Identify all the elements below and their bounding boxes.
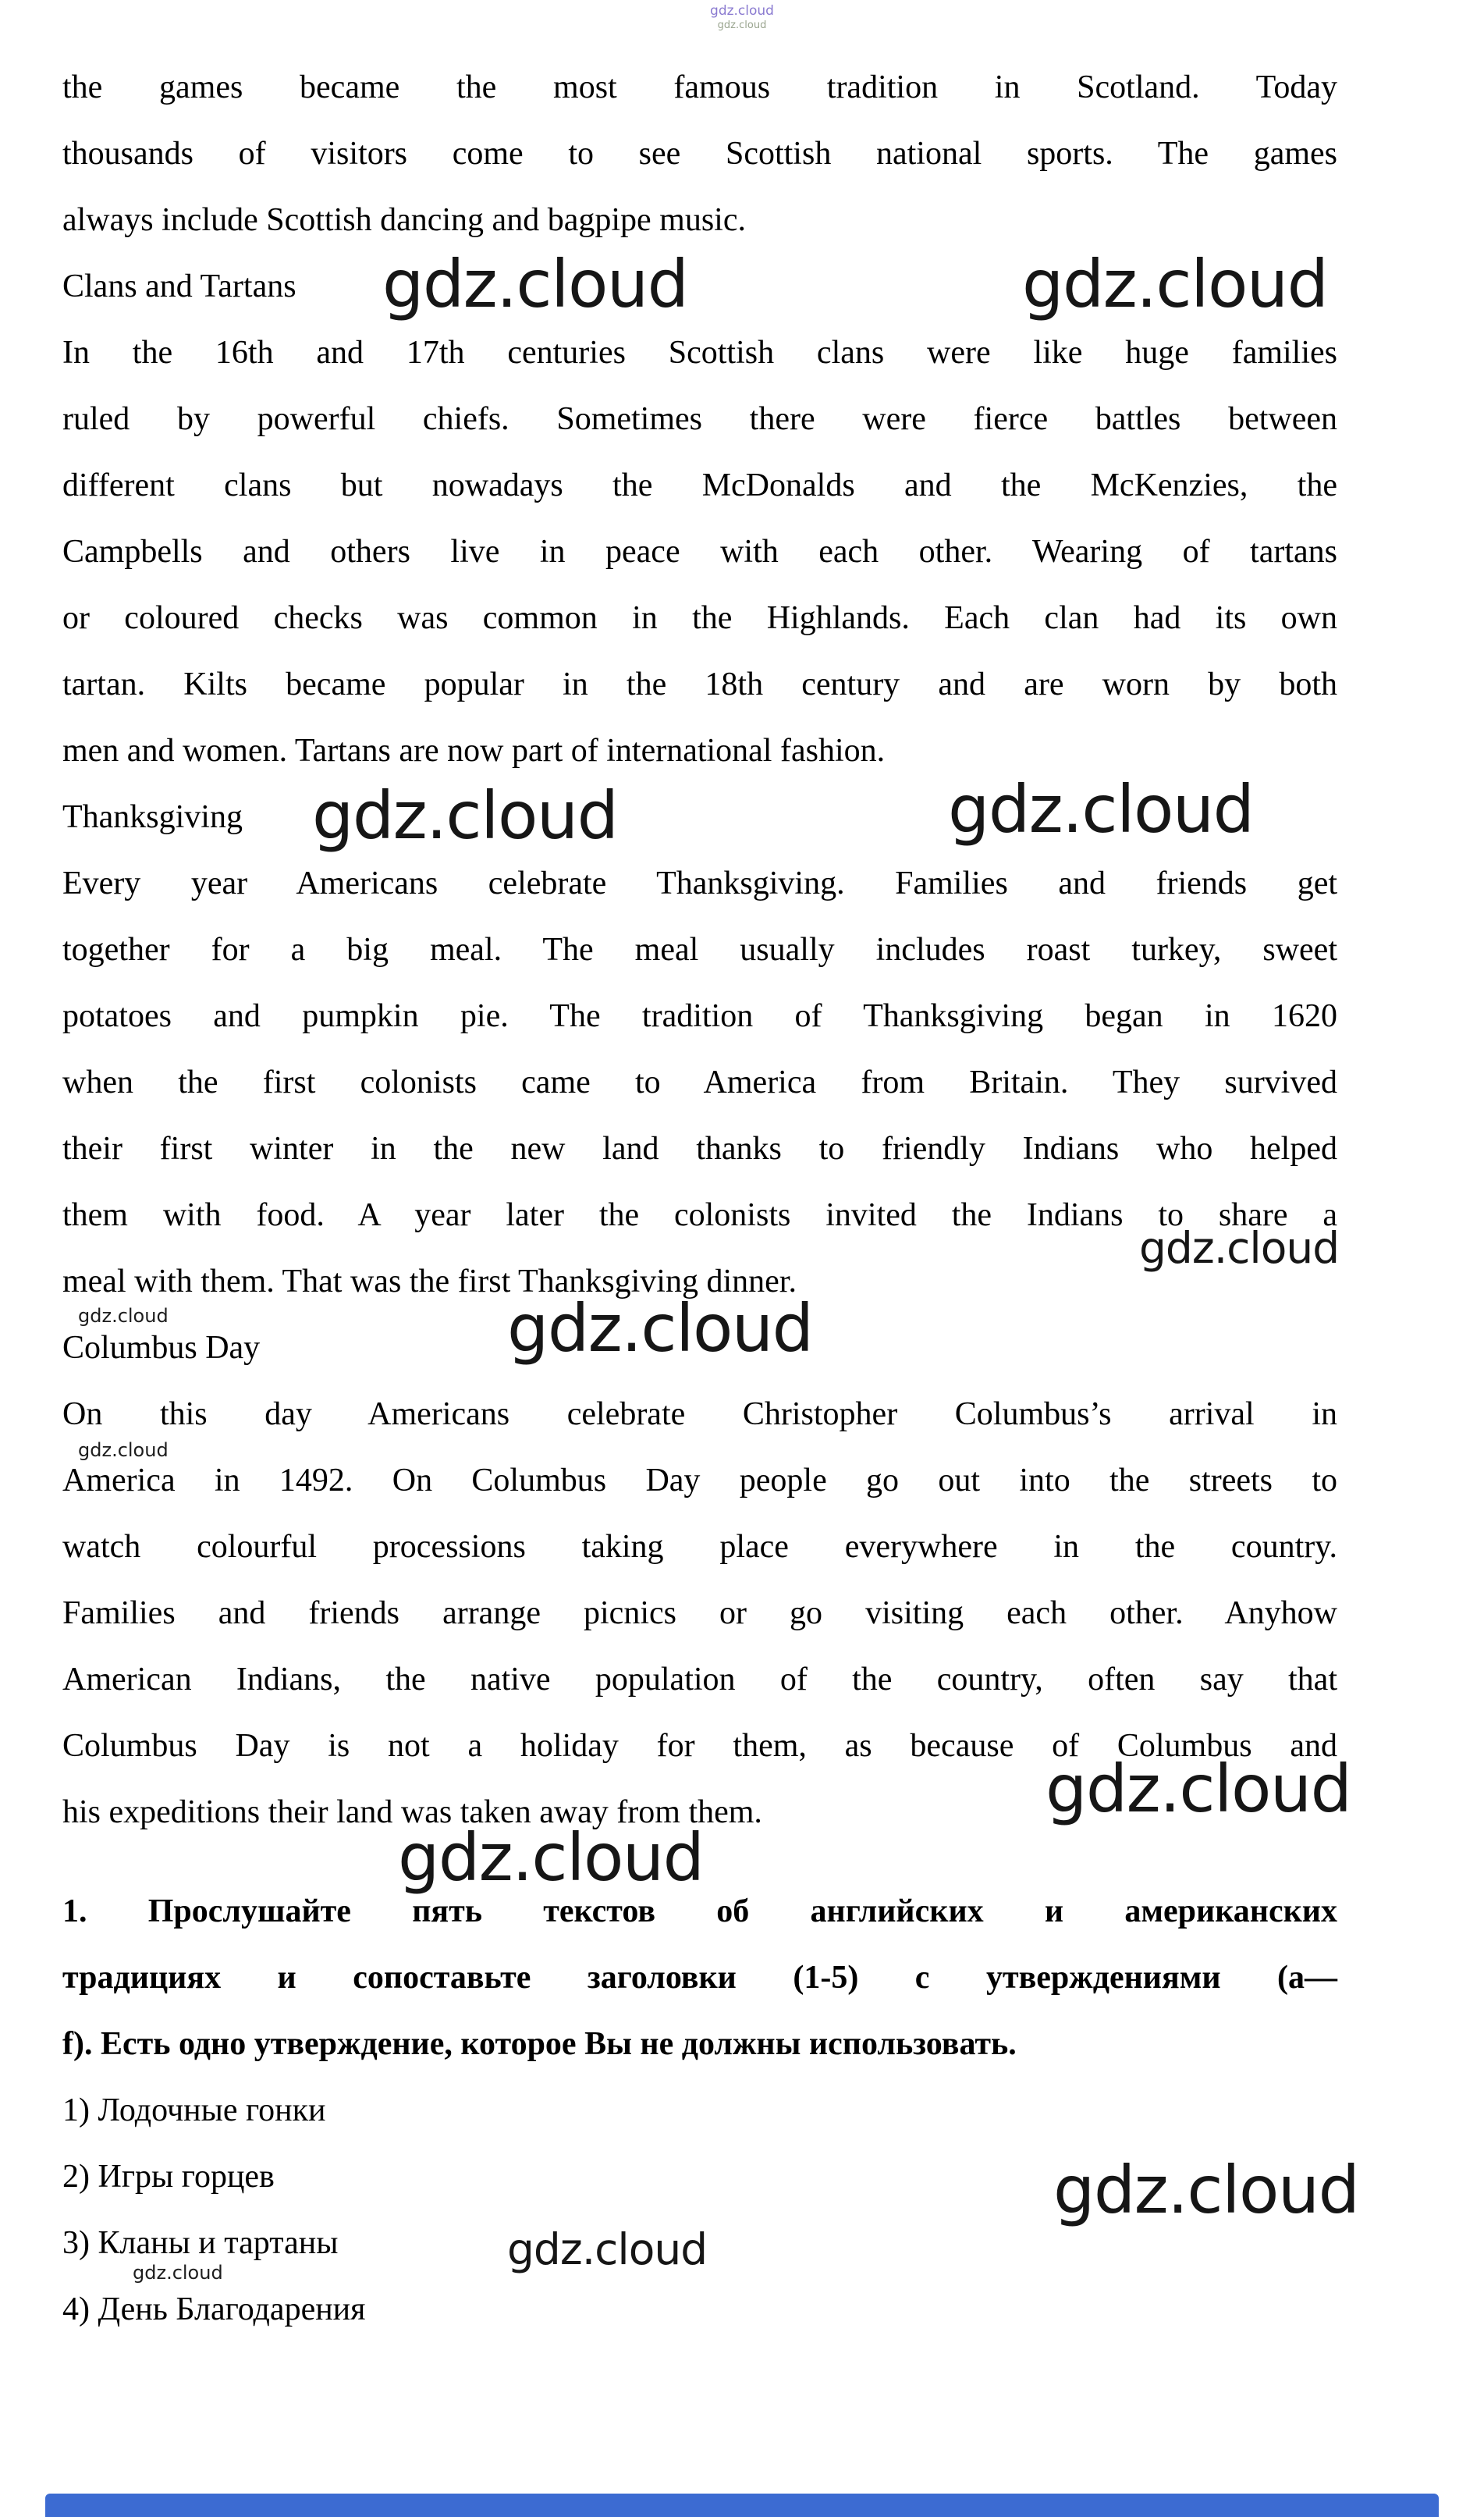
text-line: In the 16th and 17th centuries Scottish clans were like huge families (62, 335, 1337, 371)
text-line: Campbells and others live in peace with each other. Wearing of tartans (62, 534, 1337, 570)
paragraph-clans-and-tartans (62, 320, 1337, 784)
gdz-cloud-watermark-before-task: gdz.cloud (398, 1819, 704, 1896)
task-line: f). Есть одно утверждение, которое Вы не должны использовать. (62, 2026, 1017, 2062)
paragraph-highland-games (62, 55, 1337, 254)
list-item: 2) Игры горцев (62, 2159, 275, 2195)
gdz-cloud-watermark-small-columbus: gdz.cloud (78, 1305, 169, 1327)
text-line: or coloured checks was common in the Highlands. Each clan had its own (62, 600, 1337, 636)
gdz-cloud-watermark-small-america: gdz.cloud (78, 1439, 169, 1461)
gdz-cloud-watermark-thanks-right: gdz.cloud (948, 771, 1254, 848)
text-line: different clans but nowadays the McDonalds and the McKenzies, the (62, 467, 1337, 503)
gdz-cloud-watermark-top: gdz.cloud (710, 3, 774, 19)
heading-thanksgiving: Thanksgiving (62, 799, 243, 835)
text-line: men and women. Tartans are now part of international fashion. (62, 733, 886, 769)
text-line: potatoes and pumpkin pie. The tradition of Thanksgiving began in 1620 (62, 998, 1337, 1034)
gdz-cloud-watermark-expedition-right: gdz.cloud (1046, 1751, 1351, 1827)
text-line: together for a big meal. The meal usually includes roast turkey, sweet (62, 932, 1337, 968)
bottom-blue-bar (45, 2494, 1439, 2517)
headline-options-list (62, 2078, 1337, 2343)
list-item: 1) Лодочные гонки (62, 2092, 326, 2128)
gdz-cloud-watermark-share-right: gdz.cloud (1139, 1223, 1340, 1273)
text-line: ruled by powerful chiefs. Sometimes there were fierce battles between (62, 401, 1337, 437)
heading-clans-and-tartans: Clans and Tartans (62, 268, 296, 304)
text-line: Every year Americans celebrate Thanksgiving. Families and friends get (62, 866, 1337, 901)
list-item: 3) Кланы и тартаны (62, 2225, 339, 2261)
gdz-cloud-watermark-small-list: gdz.cloud (133, 2262, 223, 2284)
text-line: thousands of visitors come to see Scottish national sports. The games (62, 136, 1337, 172)
text-line: meal with them. That was the first Thanksgiving dinner. (62, 1264, 797, 1299)
list-item: 4) День Благодарения (62, 2291, 366, 2327)
text-line: them with food. A year later the colonists invited the Indians to share a (62, 1197, 1337, 1233)
text-line: when the first colonists came to America from Britain. They survived (62, 1065, 1337, 1100)
document-text (62, 55, 1340, 2343)
text-line: On this day Americans celebrate Christopher Columbus’s arrival in (62, 1396, 1337, 1432)
paragraph-columbus-day (62, 1381, 1337, 1846)
text-line: watch colourful processions taking place everywhere in the country. (62, 1529, 1337, 1565)
text-line: American Indians, the native population of the country, often say that (62, 1662, 1337, 1698)
text-line: Families and friends arrange picnics or go visiting each other. Anyhow (62, 1595, 1337, 1631)
text-line: Columbus Day is not a holiday for them, as because of Columbus and (62, 1728, 1337, 1764)
gdz-cloud-watermark-list-right: gdz.cloud (1053, 2152, 1359, 2228)
gdz-cloud-watermark-columbus-center: gdz.cloud (507, 1290, 813, 1367)
text-line: their first winter in the new land thanks to friendly Indians who helped (62, 1131, 1337, 1167)
gdz-cloud-watermark-clans-right: gdz.cloud (1022, 246, 1328, 322)
heading-columbus-day: Columbus Day (62, 1330, 261, 1366)
text-line: his expeditions their land was taken away from them. (62, 1794, 762, 1830)
text-line: the games became the most famous tradition in Scotland. Today (62, 69, 1337, 105)
text-line: America in 1492. On Columbus Day people go out into the streets to (62, 1463, 1337, 1498)
task-line: 1. Прослушайте пять текстов об английских и американских (62, 1893, 1337, 1929)
gdz-cloud-watermark-list-center: gdz.cloud (507, 2224, 708, 2274)
paragraph-thanksgiving (62, 851, 1340, 1315)
text-line: always include Scottish dancing and bagpipe music. (62, 202, 746, 238)
task-instruction (62, 1879, 1337, 2078)
gdz-cloud-watermark-clans-left: gdz.cloud (382, 246, 688, 322)
task-line: традициях и сопоставьте заголовки (1-5) с утверждениями (а— (62, 1960, 1337, 1996)
gdz-cloud-watermark-top-2: gdz.cloud (717, 20, 767, 31)
gdz-cloud-watermark-thanks-left: gdz.cloud (312, 777, 618, 854)
text-line: tartan. Kilts became popular in the 18th century and are worn by both (62, 667, 1337, 702)
